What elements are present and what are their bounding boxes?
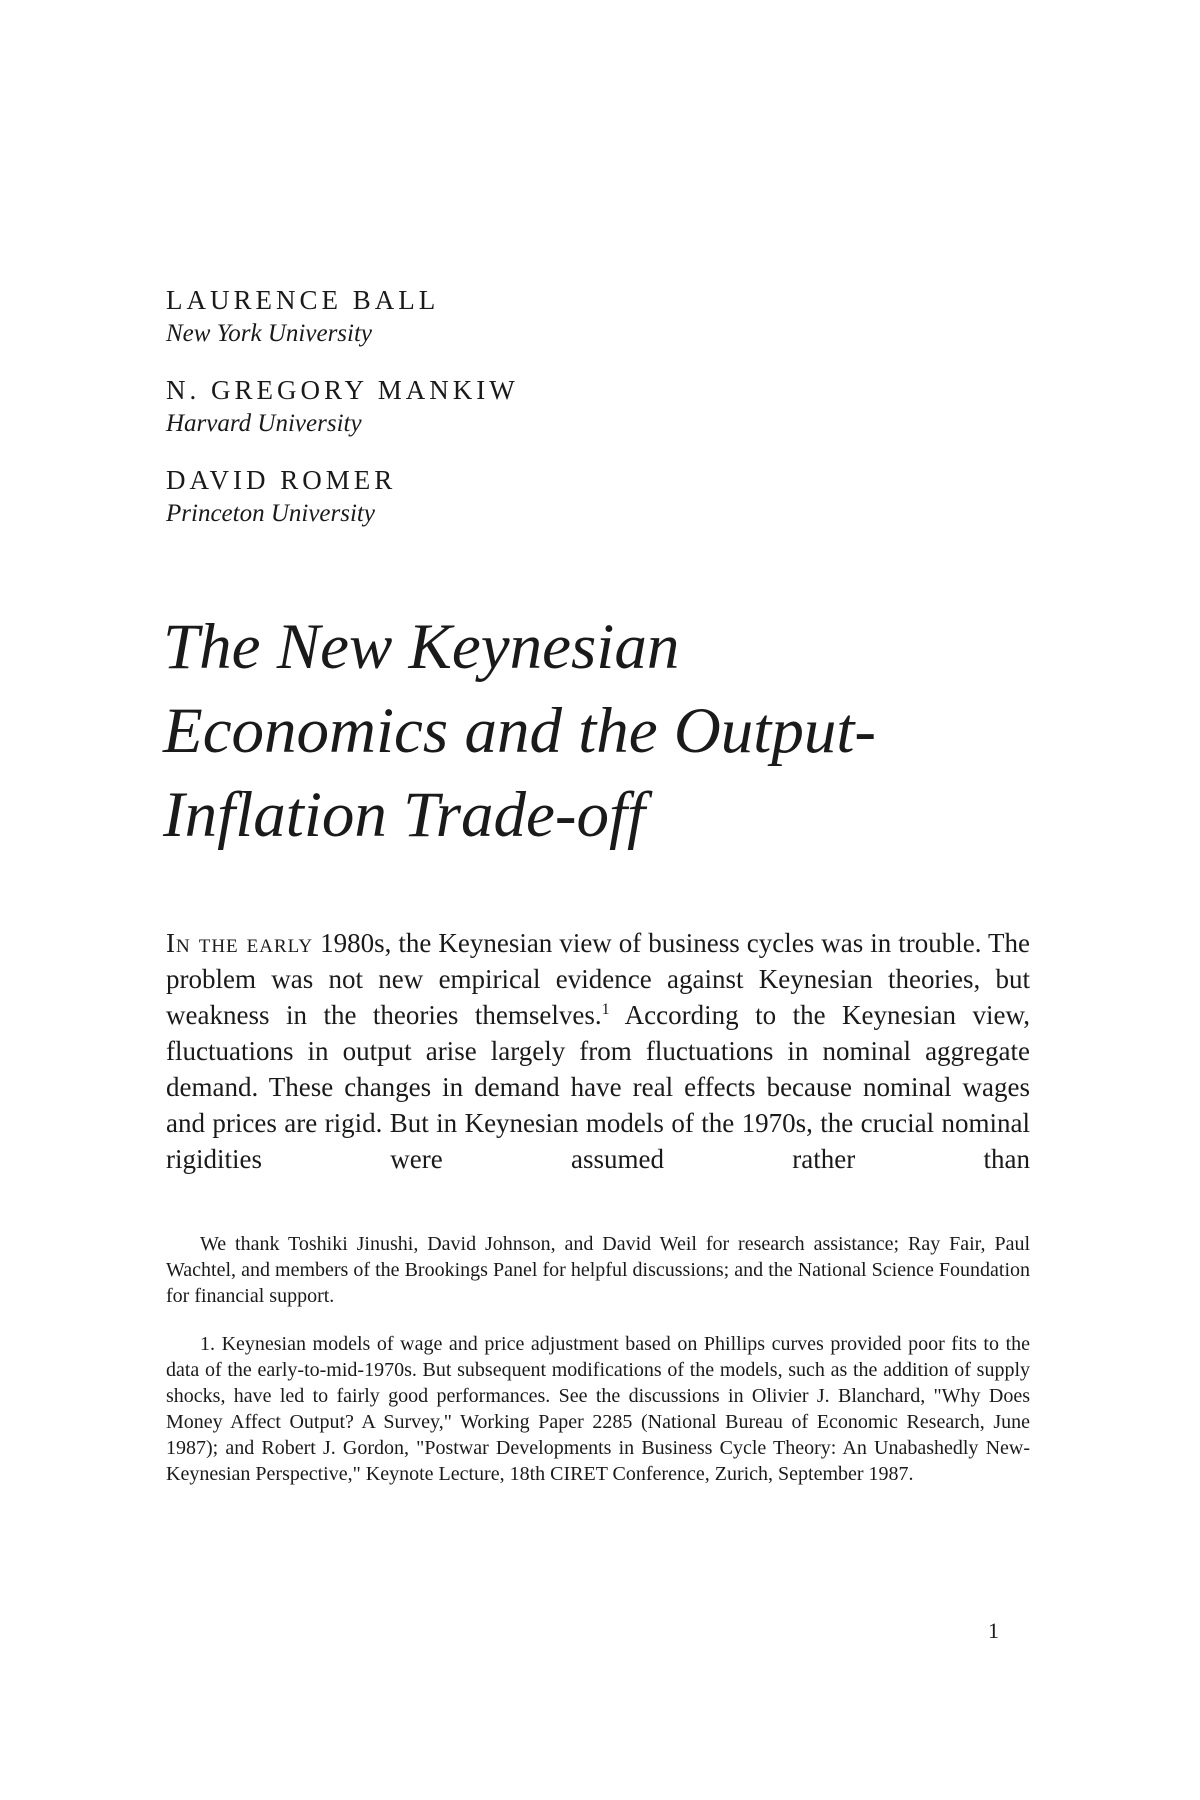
paper-title: [163, 605, 1063, 857]
page-number: 1: [988, 1618, 999, 1643]
author-name: N. GREGORY MANKIW: [166, 375, 519, 405]
title-line: Inflation Trade-off: [163, 779, 646, 851]
body-text: 1980s, the Keynesian view of business cycles was in trouble. The problem was not new empirical evidence against Keynesian theories, but weakness in the theories themselves.: [166, 928, 1030, 1030]
author-name: DAVID ROMER: [166, 465, 397, 495]
body-paragraph: [166, 925, 1030, 1177]
author-affiliation: New York University: [166, 320, 373, 347]
title-line: Economics and the Output-: [163, 695, 877, 767]
author-block: [166, 282, 866, 552]
author-affiliation: Princeton University: [166, 500, 375, 527]
author-affiliation: Harvard University: [166, 410, 362, 437]
title-line: The New Keynesian: [163, 611, 680, 683]
footnote-1: 1. Keynesian models of wage and price adjustment based on Phillips curves provided poor fits to the data of the early-to-mid-1970s. But subsequent modifications of the models, such as the addition of supply shocks, have led to fairly good performances. See the discussions in Olivier J. Blanchard, "Why Does Money Affect Output? A Survey," Working Paper 2285 (National Bureau of Economic Research, June 1987); and Robert J. Gordon, "Postwar Developments in Business Cycle Theory: An Unabashedly New-Keynesian Perspective," Keynote Lecture, 18th CIRET Conference, Zurich, September 1987.: [166, 1333, 1030, 1485]
acknowledgment-note: We thank Toshiki Jinushi, David Johnson, and David Weil for research assistance; Ray Fair, Paul Wachtel, and members of the Brookings Panel for helpful discussions; and the National Science Foundation for financial support.: [166, 1233, 1030, 1307]
author-name: LAURENCE BALL: [166, 285, 440, 315]
footnote-reference: 1: [601, 1001, 610, 1018]
lead-in: In the early: [166, 928, 314, 958]
body-text: According to the Keynesian view, fluctuations in output arise largely from fluctuations in nominal aggregate demand. These changes in demand have real effects because nominal wages and prices are rigid. But in Keynesian models of the 1970s, the crucial nominal rigidities were assumed rather than: [166, 1000, 1030, 1174]
footnotes: [166, 1231, 1030, 1509]
